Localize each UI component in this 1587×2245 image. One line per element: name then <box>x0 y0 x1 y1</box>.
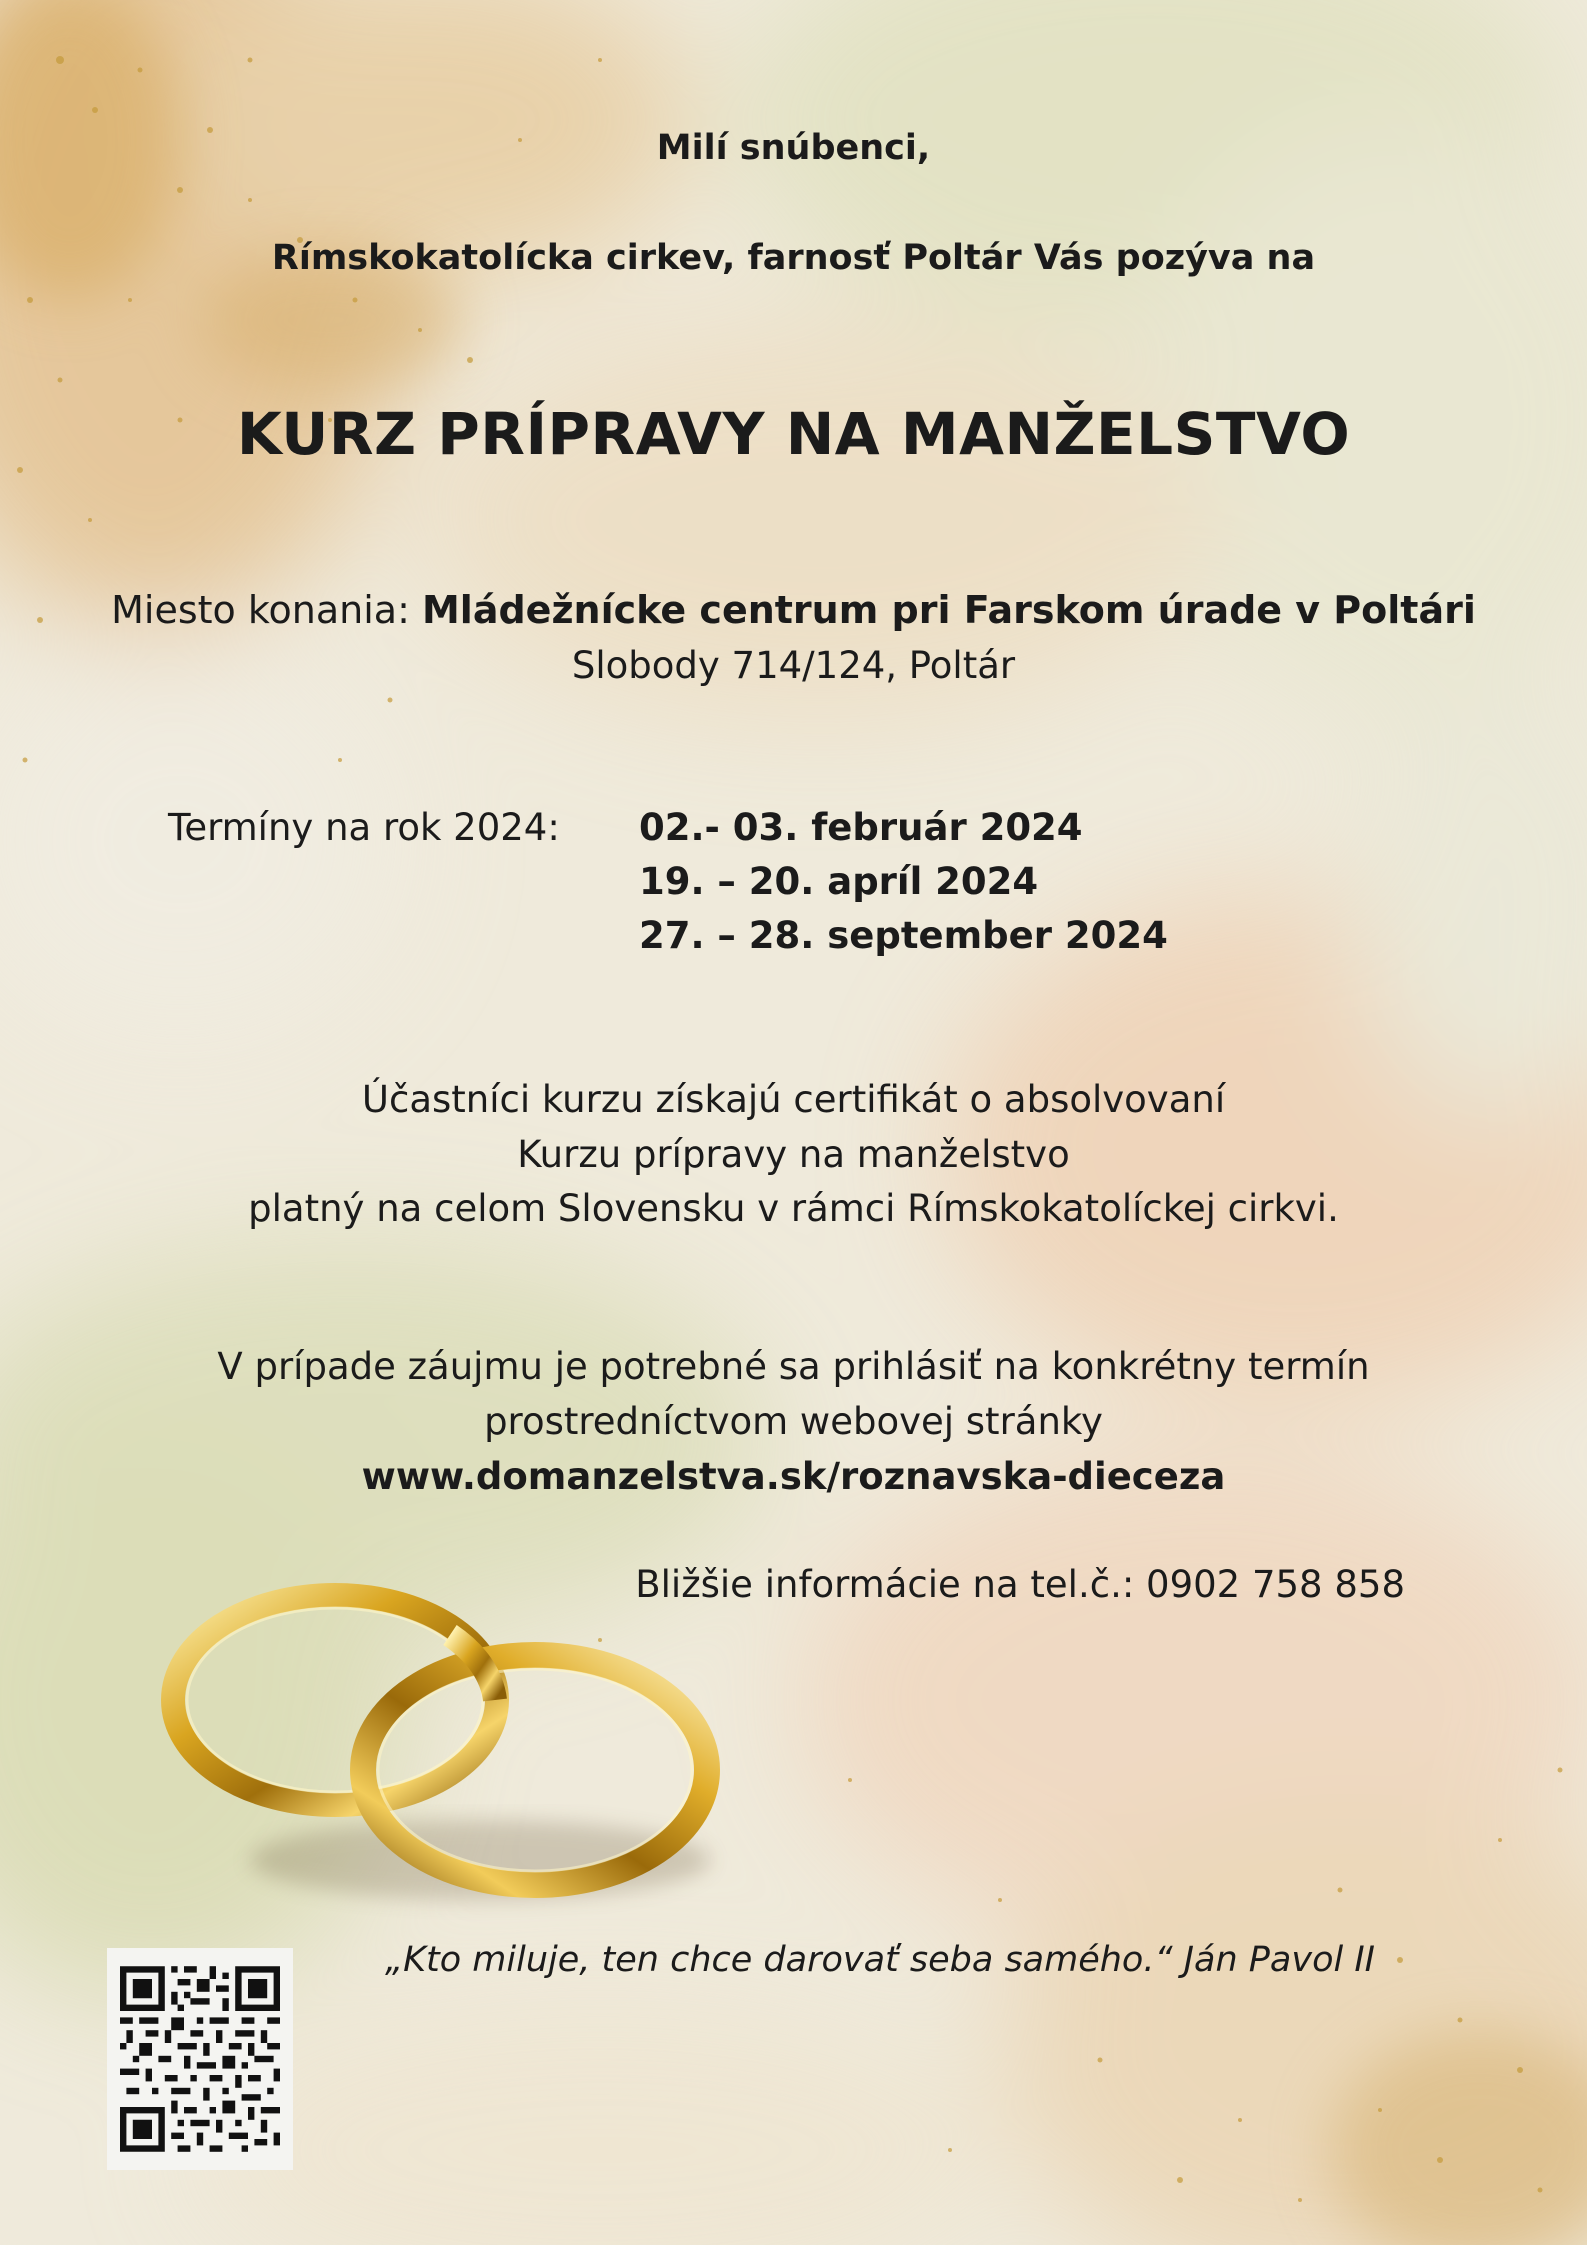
greeting: Milí snúbenci, <box>656 128 931 168</box>
qr-code-icon <box>120 1964 280 2154</box>
date-item-2: 19. – 20. apríl 2024 <box>639 860 1039 903</box>
page-title: KURZ PRÍPRAVY NA MANŽELSTVO <box>236 400 1351 468</box>
venue-line <box>0 588 1587 632</box>
phone-info: Bližšie informácie na tel.č.: 0902 758 858 <box>635 1563 1405 1606</box>
date-item-1: 02.- 03. február 2024 <box>639 806 1083 849</box>
venue-name: Mládežnícke centrum pri Farskom úrade v Poltári <box>421 588 1476 632</box>
website-link[interactable]: www.domanzelstva.sk/roznavska-dieceza <box>361 1455 1226 1498</box>
date-item-3: 27. – 28. september 2024 <box>639 914 1168 957</box>
invite-line: Rímskokatolícka cirkev, farnosť Poltár Vás pozýva na <box>271 238 1316 278</box>
quote: „Kto miluje, ten chce darovať seba samého.“ Ján Pavol II <box>384 1940 1375 1980</box>
registration-line-1: V prípade záujmu je potrebné sa prihlásiť na konkrétny termín <box>217 1345 1370 1388</box>
registration-line-2: prostredníctvom webovej stránky <box>484 1400 1103 1443</box>
venue-address: Slobody 714/124, Poltár <box>571 644 1016 687</box>
qr-code[interactable] <box>107 1948 293 2170</box>
certificate-line-2: Kurzu prípravy na manželstvo <box>517 1133 1070 1176</box>
certificate-line-1: Účastníci kurzu získajú certifikát o absolvovaní <box>361 1078 1226 1121</box>
certificate-line-3: platný na celom Slovensku v rámci Rímskokatolíckej cirkvi. <box>248 1187 1339 1230</box>
dates-label: Termíny na rok 2024: <box>168 806 560 849</box>
venue-label: Miesto konania: <box>111 588 410 632</box>
wedding-rings-image <box>150 1560 750 1930</box>
